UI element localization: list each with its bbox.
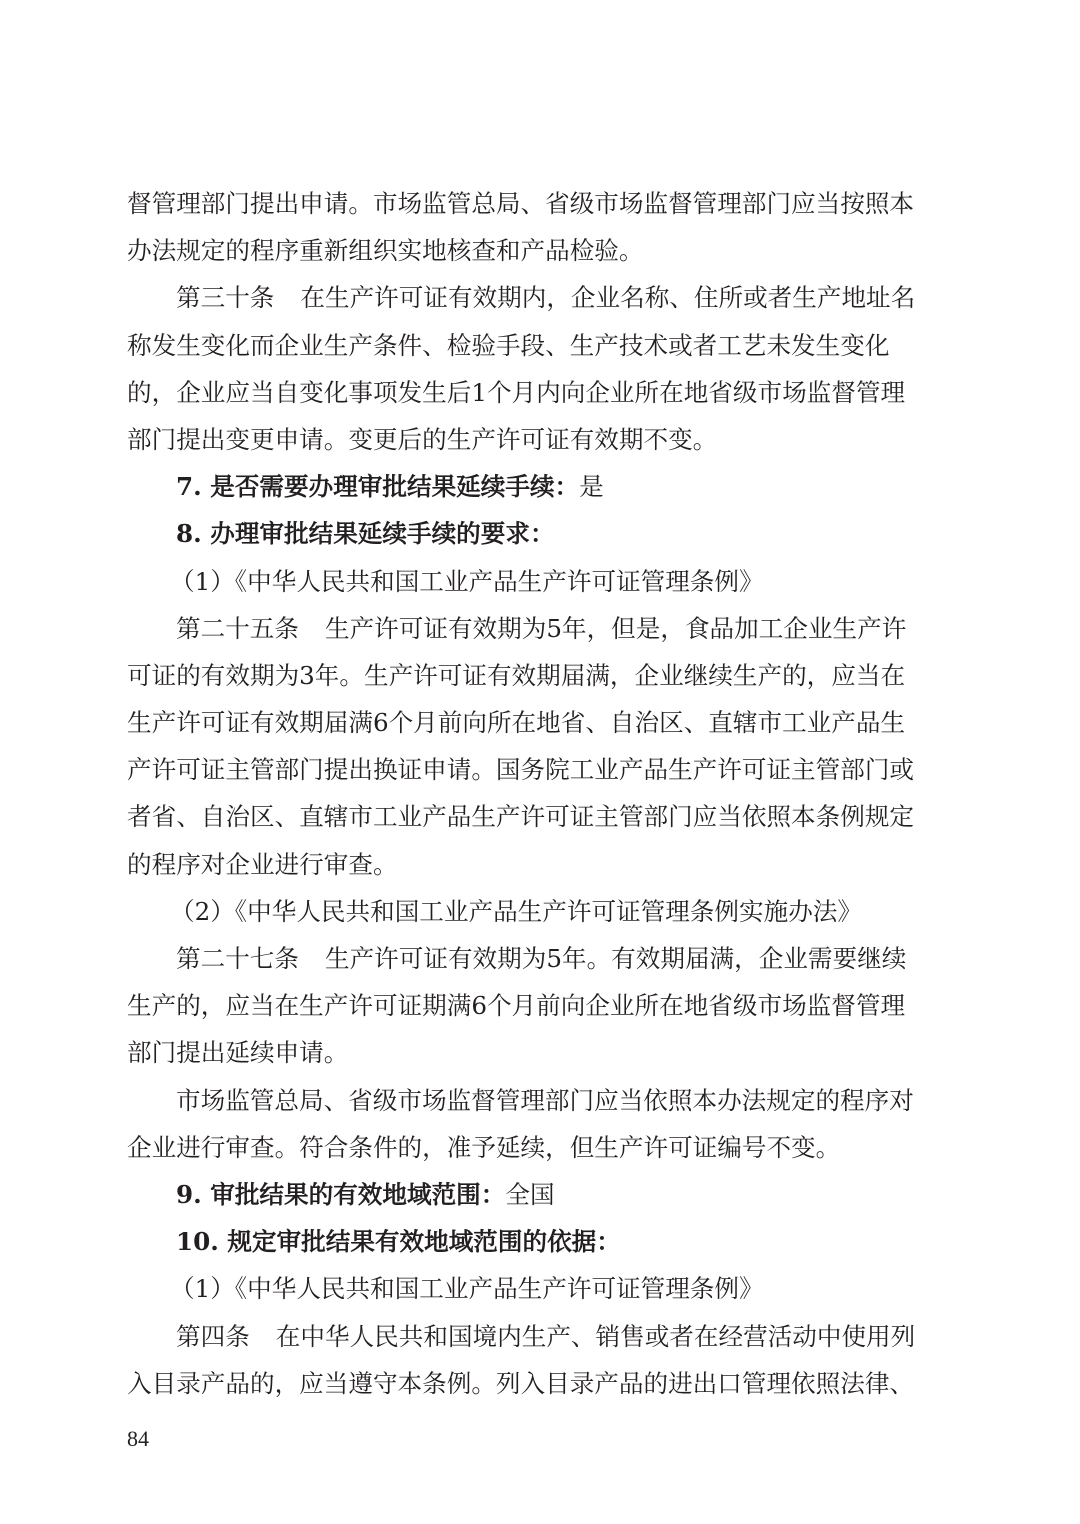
text-line: 生产许可证有效期为5年，但是，食品加工企业生产许: [324, 613, 907, 643]
text-line: 生产许可证有效期届满6个月前向所在地省、自治区、直辖市工业产品生: [127, 708, 906, 738]
text-line: 生产许可证有效期为5年。有效期届满，企业需要继续: [324, 944, 907, 973]
text-line: 在生产许可证有效期内，企业名称、住所或者生产地址名: [300, 283, 916, 313]
regulation-title: （1）《中华人民共和国工业产品生产许可证管理条例》: [170, 1274, 764, 1304]
regulation-title: （2）《中华人民共和国工业产品生产许可证管理条例实施办法》: [170, 896, 862, 926]
text-line: 可证的有效期为3年。生产许可证有效期届满，企业继续生产的，应当在: [127, 660, 906, 690]
text-line: 在中华人民共和国境内生产、销售或者在经营活动中使用列: [275, 1321, 916, 1351]
text-line: 办法规定的程序重新组织实地核查和产品检验。: [127, 236, 644, 266]
text-line: 者省、自治区、直辖市工业产品生产许可证主管部门应当依照本条例规定: [127, 802, 915, 832]
text-line: 的程序对企业进行审查。: [127, 849, 398, 879]
text-line: 入目录产品的，应当遵守本条例。列入目录产品的进出口管理依照法律、: [127, 1368, 915, 1398]
article-label: 第三十条: [176, 283, 275, 313]
text-line: 产许可证主管部门提出换证申请。国务院工业产品生产许可证主管部门或: [127, 755, 915, 785]
article-4-line: [127, 1313, 919, 1360]
regulation-title: （1）《中华人民共和国工业产品生产许可证管理条例》: [170, 566, 764, 596]
article-27-line: [127, 935, 919, 982]
section-heading-9: [127, 1171, 919, 1218]
article-label: 第二十五条: [176, 613, 299, 643]
article-30-line: [127, 274, 919, 321]
heading-value: 全国: [505, 1179, 555, 1209]
text-line: 督管理部门提出申请。市场监管总局、省级市场监督管理部门应当按照本: [127, 189, 915, 218]
heading-label: 9. 审批结果的有效地域范围：: [176, 1179, 506, 1209]
section-heading-10: 10. 规定审批结果有效地域范围的依据：: [176, 1227, 621, 1257]
text-line: 部门提出延续申请。: [127, 1038, 349, 1068]
text-line: 生产的，应当在生产许可证期满6个月前向企业所在地省级市场监督管理: [127, 991, 906, 1021]
article-label: 第四条: [176, 1321, 250, 1351]
text-line: 市场监管总局、省级市场监督管理部门应当依照本办法规定的程序对: [176, 1085, 914, 1115]
text-line: 称发生变化而企业生产条件、检验手段、生产技术或者工艺未发生变化: [127, 330, 890, 360]
document-body: [127, 180, 919, 1407]
article-label: 第二十七条: [176, 944, 299, 973]
heading-value: 是: [579, 472, 604, 502]
heading-label: 7. 是否需要办理审批结果延续手续：: [176, 472, 580, 502]
section-heading-8: 8. 办理审批结果延续手续的要求：: [176, 519, 555, 549]
article-25-line: [127, 605, 919, 652]
text-line: 企业进行审查。符合条件的，准予延续，但生产许可证编号不变。: [127, 1132, 841, 1162]
text-line: 部门提出变更申请。变更后的生产许可证有效期不变。: [127, 424, 718, 454]
text-line: 的，企业应当自变化事项发生后1个月内向企业所在地省级市场监督管理: [127, 377, 906, 407]
page-number: 84: [127, 1426, 149, 1451]
section-heading-7: [127, 463, 919, 510]
